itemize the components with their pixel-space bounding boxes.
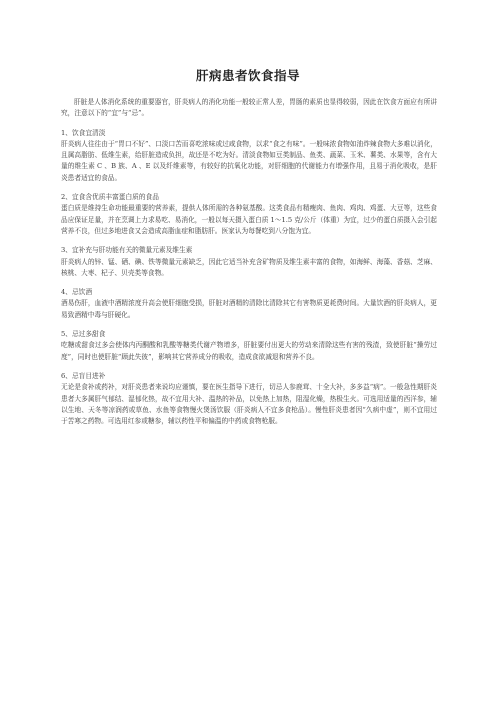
- section-paragraph: 肝炎病人往往由于“胃口不好”、口淡口苦而喜吃浓味或过咸食物，以求“食之有味”。一般味浓食物如油炸辣食物大多难以消化，且属高脂肪、低维生素，给肝脏造成负担，故还是不吃为好。清淡食物如豆类制品、鱼类、蔬菜、玉米、薯类、水果等，含有大量的维生素 C 、B 族、A 、E 以及纤维素等，有较好的抗氧化功能，对肝细胞的代谢能力有增强作用，且易于消化吸收，是肝炎患者适宜的食品。: [61, 139, 437, 182]
- intro-paragraph: 肝脏是人体消化系统的重要器官，肝炎病人的消化功能一般较正常人差，胃肠的素质也显得较弱，因此在饮食方面应有所讲究，注意以下的“宜”与“忌”。: [61, 98, 437, 118]
- section-heading: 1、饮食宜清淡: [61, 128, 106, 137]
- section-trace-elements: [61, 245, 437, 279]
- section-paragraph: 无论是食补或药补，对肝炎患者来说均应谨慎，要在医生指导下进行，切忌人参鹿茸、十全大补，多多益“病”。一般急性期肝炎患者大多属肝气郁结、湿郁化热，故不宜用大补、温热的补品，以免热上加热，阻湿化燥，热极生火。可选用适量的西洋参，辅以生地、天冬等凉润药或草鱼、水鱼等食物慢火煲汤饮服（肝炎病人不宜多食枪品）。慢性肝炎患者因“久病中虚”，则不宜用过于苦寒之药物。可选用红参或糖参，辅以药性平和偏温的中药或食物枪服。: [61, 383, 437, 426]
- section-no-alcohol: [61, 287, 437, 321]
- section-protein: [61, 192, 437, 237]
- section-heading: 5、忌过多甜食: [61, 330, 106, 339]
- section-heading: 2、宜食含优质丰富蛋白质的食品: [61, 193, 159, 202]
- section-light-diet: [61, 128, 437, 184]
- document-body: [61, 97, 437, 435]
- section-heading: 4、忌饮酒: [61, 288, 93, 297]
- section-paragraph: 吃糖或甜食过多会使体内丙酮酸和乳酸等糖类代谢产物增多，肝脏要付出更大的劳动来清除这些有害的残渣，致使肝脏“操劳过度”，同时也使肝脏“顾此失彼”，影响其它营养成分的吸收，造成食欲减退和营养不良。: [61, 341, 437, 361]
- section-heading: 6、忌盲目进补: [61, 371, 106, 380]
- section-paragraph: 肝炎病人的锌、锰、硒、碘、铁等微量元素缺乏，因此它适当补充含矿物质及维生素丰富的食物，如海鲜、海藻、香菇、芝麻、核桃、大枣、杞子、贝壳类等食物。: [61, 257, 437, 277]
- section-heading: 3、宜补充与肝功能有关的微量元素及维生素: [61, 246, 193, 255]
- section-paragraph: 酒易伤肝，血液中酒精浓度升高会使肝细胞受损，肝脏对酒精的清除比清除其它有害物质更耗费时间。大量饮酒的肝炎病人，更易致酒精中毒与肝硬化。: [61, 299, 437, 319]
- section-paragraph: 蛋白质是维持生命功能最重要的营养素，提供人体所需的各种氨基酸。这类食品有精瘦肉、鱼肉、鸡肉、鸡蛋、大豆等，这些食品应保证足量，并在烹调上力求易吃、易消化，一般以每天摄入蛋白质 1～1.5 克/公斤（体重）为宜，过少的蛋白质摄入会引起营养不良，但过多地进食又会造成高脂血症和脂肪肝。医家认为每餐吃到八分饱为宜。: [61, 204, 437, 235]
- section-no-sweets: [61, 329, 437, 363]
- document-title: 肝病患者饮食指导: [195, 68, 300, 83]
- section-no-blind-tonics: [61, 371, 437, 427]
